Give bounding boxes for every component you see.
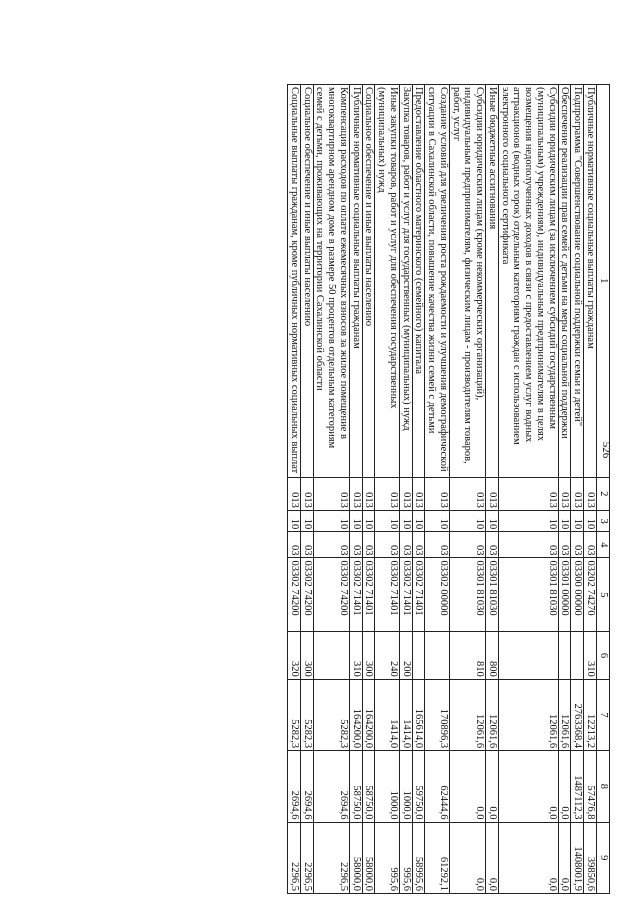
- row-value-cell-6: [412, 632, 425, 680]
- table-row: [313, 85, 349, 894]
- row-value-cell-5: 03300 00000: [571, 558, 584, 632]
- row-value-cell-6: [571, 632, 584, 680]
- row-value-cell-7: 164200,0: [362, 679, 375, 750]
- col-header-6: 6: [597, 632, 610, 680]
- row-value-cell-9: 0,0: [450, 822, 486, 893]
- row-value-cell-3: 10: [313, 510, 349, 531]
- row-name-cell: Социальные выплаты гражданам, кроме публичных нормативных социальных выплат: [288, 85, 301, 478]
- header-row: [597, 85, 610, 894]
- row-value-cell-2: 013: [313, 477, 349, 510]
- row-value-cell-9: 2296,5: [301, 822, 314, 893]
- row-value-cell-3: 10: [288, 510, 301, 531]
- row-value-cell-4: 03: [313, 532, 349, 558]
- row-value-cell-9: 2296,5: [288, 822, 301, 893]
- row-name-cell: Публичные нормативные социальные выплаты гражданам: [584, 85, 597, 478]
- row-value-cell-6: 310: [350, 632, 363, 680]
- row-value-cell-7: 165614,0: [412, 679, 425, 750]
- row-value-cell-9: 58995,6: [412, 822, 425, 893]
- row-value-cell-6: [558, 632, 571, 680]
- row-value-cell-9: 0,0: [486, 822, 499, 893]
- row-value-cell-4: 03: [362, 532, 375, 558]
- row-value-cell-4: 03: [571, 532, 584, 558]
- row-name-cell: Предоставление областного материнского (семейного) капитала: [412, 85, 425, 478]
- row-value-cell-7: 12061,6: [450, 679, 486, 750]
- row-value-cell-4: 03: [499, 532, 559, 558]
- row-value-cell-3: 10: [486, 510, 499, 531]
- table-row: [288, 85, 301, 894]
- row-value-cell-5: 03302 71401: [350, 558, 363, 632]
- row-value-cell-8: 62444,6: [425, 751, 450, 822]
- table-row: [350, 85, 363, 894]
- col-header-8: 8: [597, 751, 610, 822]
- row-value-cell-8: 59750,0: [412, 751, 425, 822]
- row-value-cell-7: 12061,6: [499, 679, 559, 750]
- row-value-cell-8: 58750,0: [362, 751, 375, 822]
- page-number: 526: [600, 441, 612, 459]
- row-value-cell-3: 10: [425, 510, 450, 531]
- row-value-cell-5: 03302 74200: [313, 558, 349, 632]
- row-value-cell-9: 995,6: [375, 822, 400, 893]
- row-value-cell-5: 03302 71401: [400, 558, 413, 632]
- row-value-cell-5: 03302 74200: [288, 558, 301, 632]
- row-value-cell-8: 1000,0: [375, 751, 400, 822]
- row-value-cell-7: 12061,6: [486, 679, 499, 750]
- table-row: [400, 85, 413, 894]
- row-value-cell-7: 1414,0: [400, 679, 413, 750]
- row-value-cell-4: 03: [486, 532, 499, 558]
- row-value-cell-7: 2763368,4: [571, 679, 584, 750]
- row-value-cell-7: 5282,3: [301, 679, 314, 750]
- table-row: [450, 85, 486, 894]
- row-value-cell-8: 58750,0: [350, 751, 363, 822]
- row-value-cell-7: 12061,6: [558, 679, 571, 750]
- row-value-cell-4: 03: [558, 532, 571, 558]
- row-value-cell-9: 995,6: [400, 822, 413, 893]
- row-value-cell-9: 1408001,9: [571, 822, 584, 893]
- row-value-cell-6: 800: [486, 632, 499, 680]
- row-value-cell-6: 810: [450, 632, 486, 680]
- table-row: [375, 85, 400, 894]
- row-value-cell-3: 10: [362, 510, 375, 531]
- row-value-cell-8: 1000,0: [400, 751, 413, 822]
- row-value-cell-6: 320: [288, 632, 301, 680]
- row-value-cell-4: 03: [412, 532, 425, 558]
- col-header-3: 3: [597, 510, 610, 531]
- table-row: [412, 85, 425, 894]
- row-value-cell-2: 013: [362, 477, 375, 510]
- row-value-cell-8: 2694,6: [313, 751, 349, 822]
- row-value-cell-6: 300: [301, 632, 314, 680]
- row-name-cell: Компенсация расходов по оплате ежемесячных взносов за жилое помещение в многоквартирном арендном доме в размере 50 процентов отдельным категориям семей с детьми, проживающих на территории Сахалинской области: [313, 85, 349, 478]
- row-name-cell: Подпрограмма "Совершенствование социальной поддержки семьи и детей": [571, 85, 584, 478]
- row-value-cell-3: 10: [571, 510, 584, 531]
- table-row: [584, 85, 597, 894]
- row-value-cell-9: 39850,6: [584, 822, 597, 893]
- budget-table: [287, 84, 610, 894]
- row-name-cell: Иные закупки товаров, работ и услуг для обеспечения государственных (муниципальных) нужд: [375, 85, 400, 478]
- table-row: [425, 85, 450, 894]
- row-value-cell-5: 03302 00000: [425, 558, 450, 632]
- row-value-cell-4: 03: [375, 532, 400, 558]
- row-value-cell-7: 164200,0: [350, 679, 363, 750]
- row-name-cell: Создание условий для увеличения роста рождаемости и улучшения демографической ситуации в Сахалинской области, повышение качества жизни семей с детьми: [425, 85, 450, 478]
- row-value-cell-5: 03302 74200: [301, 558, 314, 632]
- row-value-cell-3: 10: [412, 510, 425, 531]
- table-row: [558, 85, 571, 894]
- row-value-cell-4: 03: [288, 532, 301, 558]
- row-value-cell-6: [425, 632, 450, 680]
- row-value-cell-8: 2694,6: [288, 751, 301, 822]
- row-value-cell-7: 12213,2: [584, 679, 597, 750]
- row-value-cell-8: 2694,6: [301, 751, 314, 822]
- row-value-cell-3: 10: [301, 510, 314, 531]
- row-value-cell-9: 58000,0: [362, 822, 375, 893]
- row-value-cell-4: 03: [450, 532, 486, 558]
- row-value-cell-7: 5282,3: [313, 679, 349, 750]
- row-value-cell-6: 310: [584, 632, 597, 680]
- table-row: [486, 85, 499, 894]
- row-value-cell-5: 03301 81030: [450, 558, 486, 632]
- row-value-cell-5: 03301 00000: [558, 558, 571, 632]
- row-value-cell-7: 5282,3: [288, 679, 301, 750]
- row-value-cell-2: 013: [450, 477, 486, 510]
- row-value-cell-7: 1414,0: [375, 679, 400, 750]
- col-header-4: 4: [597, 532, 610, 558]
- table-row: [499, 85, 559, 894]
- col-header-9: 9: [597, 822, 610, 893]
- row-value-cell-6: 200: [400, 632, 413, 680]
- row-value-cell-8: 0,0: [558, 751, 571, 822]
- rotated-table-container: [287, 84, 610, 894]
- row-name-cell: Субсидии юридическим лицам (кроме некоммерческих организаций), индивидуальным предпринимателям, физическим лицам - производителям товаров, работ, услуг: [450, 85, 486, 478]
- row-value-cell-8: 1487112,3: [571, 751, 584, 822]
- row-name-cell: Субсидии юридическим лицам (за исключением субсидий государственным (муниципальным) учреждениям), индивидуальным предпринимателям в целях возмещения недополученных доходов в связи с предоставлением услуг водных аттракционов (водных горок) отдельным категориям граждан с использованием электронного социального сертификата: [499, 85, 559, 478]
- row-value-cell-3: 10: [499, 510, 559, 531]
- row-name-cell: Иные бюджетные ассигнования: [486, 85, 499, 478]
- row-value-cell-2: 013: [301, 477, 314, 510]
- row-value-cell-8: 0,0: [486, 751, 499, 822]
- row-value-cell-4: 03: [584, 532, 597, 558]
- row-value-cell-2: 013: [499, 477, 559, 510]
- row-value-cell-8: 0,0: [499, 751, 559, 822]
- row-value-cell-2: 013: [571, 477, 584, 510]
- row-value-cell-2: 013: [375, 477, 400, 510]
- row-value-cell-8: 0,0: [450, 751, 486, 822]
- row-value-cell-5: 03302 71401: [412, 558, 425, 632]
- row-value-cell-9: 0,0: [558, 822, 571, 893]
- row-value-cell-6: [499, 632, 559, 680]
- row-value-cell-3: 10: [350, 510, 363, 531]
- row-value-cell-3: 10: [584, 510, 597, 531]
- row-value-cell-8: 57476,8: [584, 751, 597, 822]
- row-name-cell: Публичные нормативные социальные выплаты гражданам: [350, 85, 363, 478]
- row-name-cell: Обеспечение реализации прав семей с детьми на меры социальной поддержки: [558, 85, 571, 478]
- row-name-cell: Социальное обеспечение и иные выплаты населению: [362, 85, 375, 478]
- row-value-cell-5: 03301 81030: [486, 558, 499, 632]
- table-row: [301, 85, 314, 894]
- row-value-cell-4: 03: [301, 532, 314, 558]
- col-header-1: 1: [597, 85, 610, 478]
- row-value-cell-3: 10: [375, 510, 400, 531]
- row-value-cell-3: 10: [558, 510, 571, 531]
- table-body: [288, 85, 597, 894]
- row-value-cell-2: 013: [486, 477, 499, 510]
- col-header-2: 2: [597, 477, 610, 510]
- row-value-cell-2: 013: [558, 477, 571, 510]
- row-value-cell-7: 170896,3: [425, 679, 450, 750]
- row-value-cell-6: 300: [362, 632, 375, 680]
- row-value-cell-9: 61292,1: [425, 822, 450, 893]
- col-header-5: 5: [597, 558, 610, 632]
- col-header-7: 7: [597, 679, 610, 750]
- row-value-cell-4: 03: [425, 532, 450, 558]
- row-value-cell-5: 03302 71401: [362, 558, 375, 632]
- row-value-cell-2: 013: [400, 477, 413, 510]
- row-value-cell-5: 03202 74270: [584, 558, 597, 632]
- row-value-cell-3: 10: [450, 510, 486, 531]
- row-value-cell-2: 013: [350, 477, 363, 510]
- row-value-cell-9: 2296,5: [313, 822, 349, 893]
- row-value-cell-3: 10: [400, 510, 413, 531]
- row-value-cell-2: 013: [425, 477, 450, 510]
- row-name-cell: Социальное обеспечение и иные выплаты населению: [301, 85, 314, 478]
- table-row: [362, 85, 375, 894]
- row-value-cell-9: 58000,0: [350, 822, 363, 893]
- row-value-cell-4: 03: [350, 532, 363, 558]
- row-value-cell-2: 013: [288, 477, 301, 510]
- table-row: [571, 85, 584, 894]
- row-value-cell-2: 013: [584, 477, 597, 510]
- row-name-cell: Закупка товаров, работ и услуг для государственных (муниципальных) нужд: [400, 85, 413, 478]
- row-value-cell-5: 03301 81030: [499, 558, 559, 632]
- row-value-cell-9: 0,0: [499, 822, 559, 893]
- row-value-cell-6: [313, 632, 349, 680]
- row-value-cell-5: 03302 71401: [375, 558, 400, 632]
- row-value-cell-4: 03: [400, 532, 413, 558]
- row-value-cell-6: 240: [375, 632, 400, 680]
- row-value-cell-2: 013: [412, 477, 425, 510]
